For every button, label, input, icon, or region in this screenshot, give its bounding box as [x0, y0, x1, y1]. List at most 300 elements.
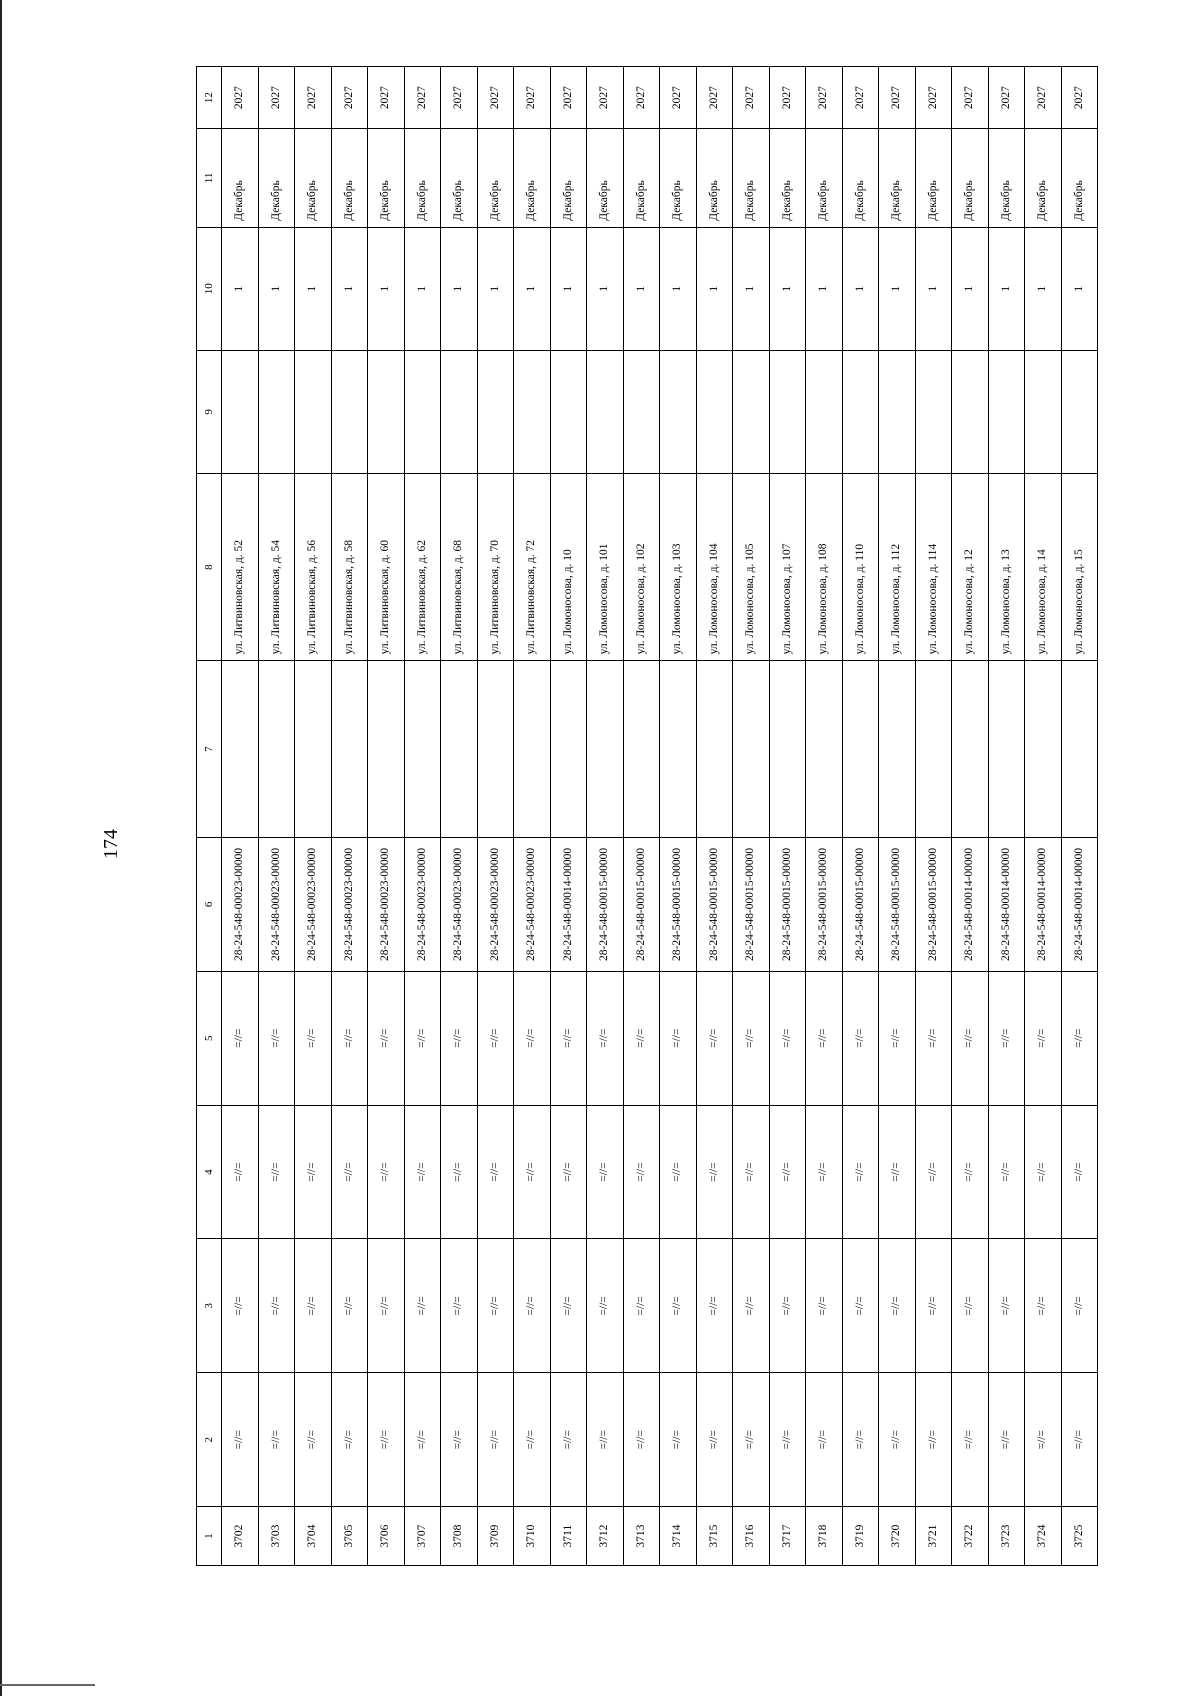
- table-row: [1025, 67, 1062, 1566]
- col2-cell: =//=: [806, 1373, 843, 1507]
- row-number-cell: 3724: [1025, 1507, 1062, 1566]
- year-cell: 2027: [258, 67, 295, 129]
- column-header: 11: [197, 129, 222, 228]
- col5-cell: =//=: [404, 971, 441, 1105]
- table-row: [587, 67, 624, 1566]
- col4-cell: =//=: [733, 1105, 770, 1239]
- col4-cell: =//=: [952, 1105, 989, 1239]
- row-number-cell: 3704: [295, 1507, 332, 1566]
- table-row: [295, 67, 332, 1566]
- quantity-cell: 1: [952, 227, 989, 350]
- quantity-cell: 1: [842, 227, 879, 350]
- table-row: [1061, 67, 1098, 1566]
- table-container: [196, 66, 1098, 1566]
- month-cell: Декабрь: [1025, 129, 1062, 228]
- col5-cell: =//=: [879, 971, 916, 1105]
- col3-cell: =//=: [733, 1239, 770, 1373]
- col7-cell: [696, 661, 733, 838]
- table-row: [550, 67, 587, 1566]
- code-cell: 28-24-548-00014-00000: [550, 837, 587, 971]
- row-number-cell: 3719: [842, 1507, 879, 1566]
- col2-cell: =//=: [769, 1373, 806, 1507]
- row-number-cell: 3725: [1061, 1507, 1098, 1566]
- quantity-cell: 1: [1061, 227, 1098, 350]
- col5-cell: =//=: [587, 971, 624, 1105]
- col7-cell: [222, 661, 259, 838]
- row-number-cell: 3717: [769, 1507, 806, 1566]
- code-cell: 28-24-548-00015-00000: [587, 837, 624, 971]
- col2-cell: =//=: [404, 1373, 441, 1507]
- code-cell: 28-24-548-00023-00000: [368, 837, 405, 971]
- scan-left-edge: [0, 0, 2, 1696]
- quantity-cell: 1: [368, 227, 405, 350]
- code-cell: 28-24-548-00015-00000: [769, 837, 806, 971]
- col9-cell: [441, 350, 478, 473]
- quantity-cell: 1: [769, 227, 806, 350]
- code-cell: 28-24-548-00015-00000: [879, 837, 916, 971]
- col7-cell: [331, 661, 368, 838]
- col9-cell: [368, 350, 405, 473]
- month-cell: Декабрь: [623, 129, 660, 228]
- col3-cell: =//=: [696, 1239, 733, 1373]
- row-number-cell: 3722: [952, 1507, 989, 1566]
- col3-cell: =//=: [879, 1239, 916, 1373]
- col4-cell: =//=: [696, 1105, 733, 1239]
- col7-cell: [477, 661, 514, 838]
- year-cell: 2027: [660, 67, 697, 129]
- col2-cell: =//=: [258, 1373, 295, 1507]
- quantity-cell: 1: [733, 227, 770, 350]
- col5-cell: =//=: [769, 971, 806, 1105]
- year-cell: 2027: [879, 67, 916, 129]
- col5-cell: =//=: [477, 971, 514, 1105]
- table-row: [404, 67, 441, 1566]
- col5-cell: =//=: [623, 971, 660, 1105]
- row-number-cell: 3714: [660, 1507, 697, 1566]
- col9-cell: [660, 350, 697, 473]
- col7-cell: [368, 661, 405, 838]
- address-cell: ул. Ломоносова, д. 12: [952, 473, 989, 660]
- month-cell: Декабрь: [404, 129, 441, 228]
- table-row: [733, 67, 770, 1566]
- year-cell: 2027: [1061, 67, 1098, 129]
- col5-cell: =//=: [514, 971, 551, 1105]
- col2-cell: =//=: [295, 1373, 332, 1507]
- year-cell: 2027: [842, 67, 879, 129]
- col3-cell: =//=: [988, 1239, 1025, 1373]
- col4-cell: =//=: [331, 1105, 368, 1239]
- col3-cell: =//=: [404, 1239, 441, 1373]
- col7-cell: [733, 661, 770, 838]
- col7-cell: [550, 661, 587, 838]
- address-cell: ул. Ломоносова, д. 10: [550, 473, 587, 660]
- year-cell: 2027: [769, 67, 806, 129]
- col4-cell: =//=: [1025, 1105, 1062, 1239]
- month-cell: Декабрь: [514, 129, 551, 228]
- col5-cell: =//=: [368, 971, 405, 1105]
- col3-cell: =//=: [441, 1239, 478, 1373]
- col5-cell: =//=: [842, 971, 879, 1105]
- col9-cell: [769, 350, 806, 473]
- col9-cell: [477, 350, 514, 473]
- col9-cell: [404, 350, 441, 473]
- col3-cell: =//=: [660, 1239, 697, 1373]
- col2-cell: =//=: [623, 1373, 660, 1507]
- year-cell: 2027: [368, 67, 405, 129]
- month-cell: Декабрь: [477, 129, 514, 228]
- year-cell: 2027: [441, 67, 478, 129]
- code-cell: 28-24-548-00023-00000: [477, 837, 514, 971]
- col9-cell: [295, 350, 332, 473]
- col7-cell: [660, 661, 697, 838]
- address-cell: ул. Ломоносова, д. 110: [842, 473, 879, 660]
- address-cell: ул. Литвиновская, д. 58: [331, 473, 368, 660]
- col9-cell: [258, 350, 295, 473]
- month-cell: Декабрь: [660, 129, 697, 228]
- col5-cell: =//=: [550, 971, 587, 1105]
- data-table: [196, 66, 1098, 1566]
- col9-cell: [915, 350, 952, 473]
- col3-cell: =//=: [915, 1239, 952, 1373]
- address-cell: ул. Ломоносова, д. 103: [660, 473, 697, 660]
- table-body: [222, 67, 1098, 1566]
- month-cell: Декабрь: [879, 129, 916, 228]
- col3-cell: =//=: [1061, 1239, 1098, 1373]
- column-header: 5: [197, 971, 222, 1105]
- year-cell: 2027: [952, 67, 989, 129]
- quantity-cell: 1: [550, 227, 587, 350]
- address-cell: ул. Ломоносова, д. 15: [1061, 473, 1098, 660]
- col2-cell: =//=: [587, 1373, 624, 1507]
- col2-cell: =//=: [988, 1373, 1025, 1507]
- col4-cell: =//=: [988, 1105, 1025, 1239]
- row-number-cell: 3712: [587, 1507, 624, 1566]
- col5-cell: =//=: [1025, 971, 1062, 1105]
- col5-cell: =//=: [222, 971, 259, 1105]
- address-cell: ул. Ломоносова, д. 112: [879, 473, 916, 660]
- col2-cell: =//=: [660, 1373, 697, 1507]
- col5-cell: =//=: [733, 971, 770, 1105]
- col3-cell: =//=: [623, 1239, 660, 1373]
- year-cell: 2027: [733, 67, 770, 129]
- year-cell: 2027: [1025, 67, 1062, 129]
- col9-cell: [988, 350, 1025, 473]
- month-cell: Декабрь: [952, 129, 989, 228]
- column-header: 10: [197, 227, 222, 350]
- col9-cell: [514, 350, 551, 473]
- row-number-cell: 3711: [550, 1507, 587, 1566]
- month-cell: Декабрь: [258, 129, 295, 228]
- col7-cell: [769, 661, 806, 838]
- table-row: [331, 67, 368, 1566]
- col9-cell: [806, 350, 843, 473]
- year-cell: 2027: [295, 67, 332, 129]
- col4-cell: =//=: [368, 1105, 405, 1239]
- quantity-cell: 1: [1025, 227, 1062, 350]
- table-row: [842, 67, 879, 1566]
- column-header: 7: [197, 661, 222, 838]
- col3-cell: =//=: [514, 1239, 551, 1373]
- col5-cell: =//=: [952, 971, 989, 1105]
- col2-cell: =//=: [1025, 1373, 1062, 1507]
- col3-cell: =//=: [587, 1239, 624, 1373]
- col2-cell: =//=: [733, 1373, 770, 1507]
- col2-cell: =//=: [222, 1373, 259, 1507]
- table-row: [915, 67, 952, 1566]
- month-cell: Декабрь: [331, 129, 368, 228]
- table-header-row: [197, 67, 222, 1566]
- address-cell: ул. Литвиновская, д. 56: [295, 473, 332, 660]
- quantity-cell: 1: [988, 227, 1025, 350]
- month-cell: Декабрь: [295, 129, 332, 228]
- table-row: [368, 67, 405, 1566]
- code-cell: 28-24-548-00015-00000: [733, 837, 770, 971]
- quantity-cell: 1: [660, 227, 697, 350]
- col4-cell: =//=: [258, 1105, 295, 1239]
- col7-cell: [258, 661, 295, 838]
- page-number: 174: [100, 829, 122, 859]
- code-cell: 28-24-548-00015-00000: [623, 837, 660, 971]
- col3-cell: =//=: [331, 1239, 368, 1373]
- col4-cell: =//=: [441, 1105, 478, 1239]
- quantity-cell: 1: [222, 227, 259, 350]
- quantity-cell: 1: [915, 227, 952, 350]
- row-number-cell: 3705: [331, 1507, 368, 1566]
- table-row: [441, 67, 478, 1566]
- column-header: 3: [197, 1239, 222, 1373]
- row-number-cell: 3703: [258, 1507, 295, 1566]
- col2-cell: =//=: [915, 1373, 952, 1507]
- col4-cell: =//=: [222, 1105, 259, 1239]
- column-header: 12: [197, 67, 222, 129]
- col7-cell: [514, 661, 551, 838]
- year-cell: 2027: [514, 67, 551, 129]
- col7-cell: [879, 661, 916, 838]
- col3-cell: =//=: [952, 1239, 989, 1373]
- col9-cell: [587, 350, 624, 473]
- row-number-cell: 3706: [368, 1507, 405, 1566]
- address-cell: ул. Литвиновская, д. 52: [222, 473, 259, 660]
- col4-cell: =//=: [660, 1105, 697, 1239]
- col7-cell: [806, 661, 843, 838]
- address-cell: ул. Литвиновская, д. 62: [404, 473, 441, 660]
- month-cell: Декабрь: [915, 129, 952, 228]
- year-cell: 2027: [331, 67, 368, 129]
- col5-cell: =//=: [1061, 971, 1098, 1105]
- table-row: [258, 67, 295, 1566]
- table-row: [769, 67, 806, 1566]
- year-cell: 2027: [587, 67, 624, 129]
- row-number-cell: 3710: [514, 1507, 551, 1566]
- col9-cell: [733, 350, 770, 473]
- col5-cell: =//=: [295, 971, 332, 1105]
- quantity-cell: 1: [441, 227, 478, 350]
- column-header: 4: [197, 1105, 222, 1239]
- col9-cell: [696, 350, 733, 473]
- column-header: 1: [197, 1507, 222, 1566]
- year-cell: 2027: [623, 67, 660, 129]
- column-header: 2: [197, 1373, 222, 1507]
- col3-cell: =//=: [477, 1239, 514, 1373]
- month-cell: Декабрь: [1061, 129, 1098, 228]
- col7-cell: [842, 661, 879, 838]
- col9-cell: [1025, 350, 1062, 473]
- address-cell: ул. Литвиновская, д. 70: [477, 473, 514, 660]
- month-cell: Декабрь: [806, 129, 843, 228]
- col7-cell: [441, 661, 478, 838]
- col7-cell: [623, 661, 660, 838]
- col4-cell: =//=: [514, 1105, 551, 1239]
- address-cell: ул. Ломоносова, д. 102: [623, 473, 660, 660]
- row-number-cell: 3713: [623, 1507, 660, 1566]
- col3-cell: =//=: [550, 1239, 587, 1373]
- col4-cell: =//=: [806, 1105, 843, 1239]
- col4-cell: =//=: [587, 1105, 624, 1239]
- col3-cell: =//=: [1025, 1239, 1062, 1373]
- col5-cell: =//=: [806, 971, 843, 1105]
- col2-cell: =//=: [696, 1373, 733, 1507]
- month-cell: Декабрь: [222, 129, 259, 228]
- month-cell: Декабрь: [769, 129, 806, 228]
- address-cell: ул. Литвиновская, д. 72: [514, 473, 551, 660]
- quantity-cell: 1: [514, 227, 551, 350]
- col4-cell: =//=: [295, 1105, 332, 1239]
- col2-cell: =//=: [441, 1373, 478, 1507]
- col4-cell: =//=: [550, 1105, 587, 1239]
- year-cell: 2027: [404, 67, 441, 129]
- col2-cell: =//=: [514, 1373, 551, 1507]
- month-cell: Декабрь: [550, 129, 587, 228]
- col7-cell: [988, 661, 1025, 838]
- col7-cell: [404, 661, 441, 838]
- row-number-cell: 3715: [696, 1507, 733, 1566]
- col4-cell: =//=: [879, 1105, 916, 1239]
- col2-cell: =//=: [550, 1373, 587, 1507]
- col9-cell: [623, 350, 660, 473]
- col3-cell: =//=: [258, 1239, 295, 1373]
- month-cell: Декабрь: [988, 129, 1025, 228]
- scan-bottom-mark: [0, 1684, 95, 1686]
- col9-cell: [222, 350, 259, 473]
- col2-cell: =//=: [477, 1373, 514, 1507]
- year-cell: 2027: [696, 67, 733, 129]
- table-row: [660, 67, 697, 1566]
- col9-cell: [1061, 350, 1098, 473]
- code-cell: 28-24-548-00023-00000: [331, 837, 368, 971]
- address-cell: ул. Литвиновская, д. 68: [441, 473, 478, 660]
- col5-cell: =//=: [988, 971, 1025, 1105]
- col9-cell: [952, 350, 989, 473]
- row-number-cell: 3709: [477, 1507, 514, 1566]
- col2-cell: =//=: [952, 1373, 989, 1507]
- row-number-cell: 3716: [733, 1507, 770, 1566]
- quantity-cell: 1: [806, 227, 843, 350]
- month-cell: Декабрь: [696, 129, 733, 228]
- col2-cell: =//=: [331, 1373, 368, 1507]
- year-cell: 2027: [915, 67, 952, 129]
- address-cell: ул. Ломоносова, д. 105: [733, 473, 770, 660]
- code-cell: 28-24-548-00015-00000: [806, 837, 843, 971]
- col9-cell: [550, 350, 587, 473]
- quantity-cell: 1: [879, 227, 916, 350]
- quantity-cell: 1: [295, 227, 332, 350]
- col4-cell: =//=: [1061, 1105, 1098, 1239]
- year-cell: 2027: [988, 67, 1025, 129]
- row-number-cell: 3707: [404, 1507, 441, 1566]
- code-cell: 28-24-548-00014-00000: [1061, 837, 1098, 971]
- col7-cell: [1025, 661, 1062, 838]
- code-cell: 28-24-548-00015-00000: [660, 837, 697, 971]
- column-header: 9: [197, 350, 222, 473]
- code-cell: 28-24-548-00023-00000: [258, 837, 295, 971]
- address-cell: ул. Ломоносова, д. 107: [769, 473, 806, 660]
- year-cell: 2027: [222, 67, 259, 129]
- col3-cell: =//=: [806, 1239, 843, 1373]
- col5-cell: =//=: [331, 971, 368, 1105]
- address-cell: ул. Ломоносова, д. 108: [806, 473, 843, 660]
- col4-cell: =//=: [915, 1105, 952, 1239]
- row-number-cell: 3702: [222, 1507, 259, 1566]
- col5-cell: =//=: [660, 971, 697, 1105]
- quantity-cell: 1: [477, 227, 514, 350]
- col3-cell: =//=: [769, 1239, 806, 1373]
- col2-cell: =//=: [368, 1373, 405, 1507]
- table-row: [696, 67, 733, 1566]
- col5-cell: =//=: [258, 971, 295, 1105]
- col7-cell: [1061, 661, 1098, 838]
- code-cell: 28-24-548-00015-00000: [842, 837, 879, 971]
- code-cell: 28-24-548-00023-00000: [222, 837, 259, 971]
- col5-cell: =//=: [696, 971, 733, 1105]
- code-cell: 28-24-548-00014-00000: [1025, 837, 1062, 971]
- year-cell: 2027: [806, 67, 843, 129]
- quantity-cell: 1: [258, 227, 295, 350]
- col3-cell: =//=: [222, 1239, 259, 1373]
- quantity-cell: 1: [623, 227, 660, 350]
- table-row: [879, 67, 916, 1566]
- month-cell: Декабрь: [587, 129, 624, 228]
- row-number-cell: 3723: [988, 1507, 1025, 1566]
- quantity-cell: 1: [331, 227, 368, 350]
- row-number-cell: 3720: [879, 1507, 916, 1566]
- row-number-cell: 3721: [915, 1507, 952, 1566]
- table-row: [222, 67, 259, 1566]
- col4-cell: =//=: [623, 1105, 660, 1239]
- year-cell: 2027: [550, 67, 587, 129]
- code-cell: 28-24-548-00015-00000: [696, 837, 733, 971]
- quantity-cell: 1: [696, 227, 733, 350]
- col7-cell: [295, 661, 332, 838]
- table-row: [806, 67, 843, 1566]
- col4-cell: =//=: [477, 1105, 514, 1239]
- row-number-cell: 3718: [806, 1507, 843, 1566]
- code-cell: 28-24-548-00014-00000: [988, 837, 1025, 971]
- address-cell: ул. Ломоносова, д. 101: [587, 473, 624, 660]
- col7-cell: [587, 661, 624, 838]
- table-row: [952, 67, 989, 1566]
- col4-cell: =//=: [404, 1105, 441, 1239]
- column-header: 8: [197, 473, 222, 660]
- quantity-cell: 1: [404, 227, 441, 350]
- col3-cell: =//=: [368, 1239, 405, 1373]
- code-cell: 28-24-548-00023-00000: [295, 837, 332, 971]
- table-row: [514, 67, 551, 1566]
- row-number-cell: 3708: [441, 1507, 478, 1566]
- col5-cell: =//=: [441, 971, 478, 1105]
- address-cell: ул. Ломоносова, д. 14: [1025, 473, 1062, 660]
- col2-cell: =//=: [842, 1373, 879, 1507]
- code-cell: 28-24-548-00023-00000: [404, 837, 441, 971]
